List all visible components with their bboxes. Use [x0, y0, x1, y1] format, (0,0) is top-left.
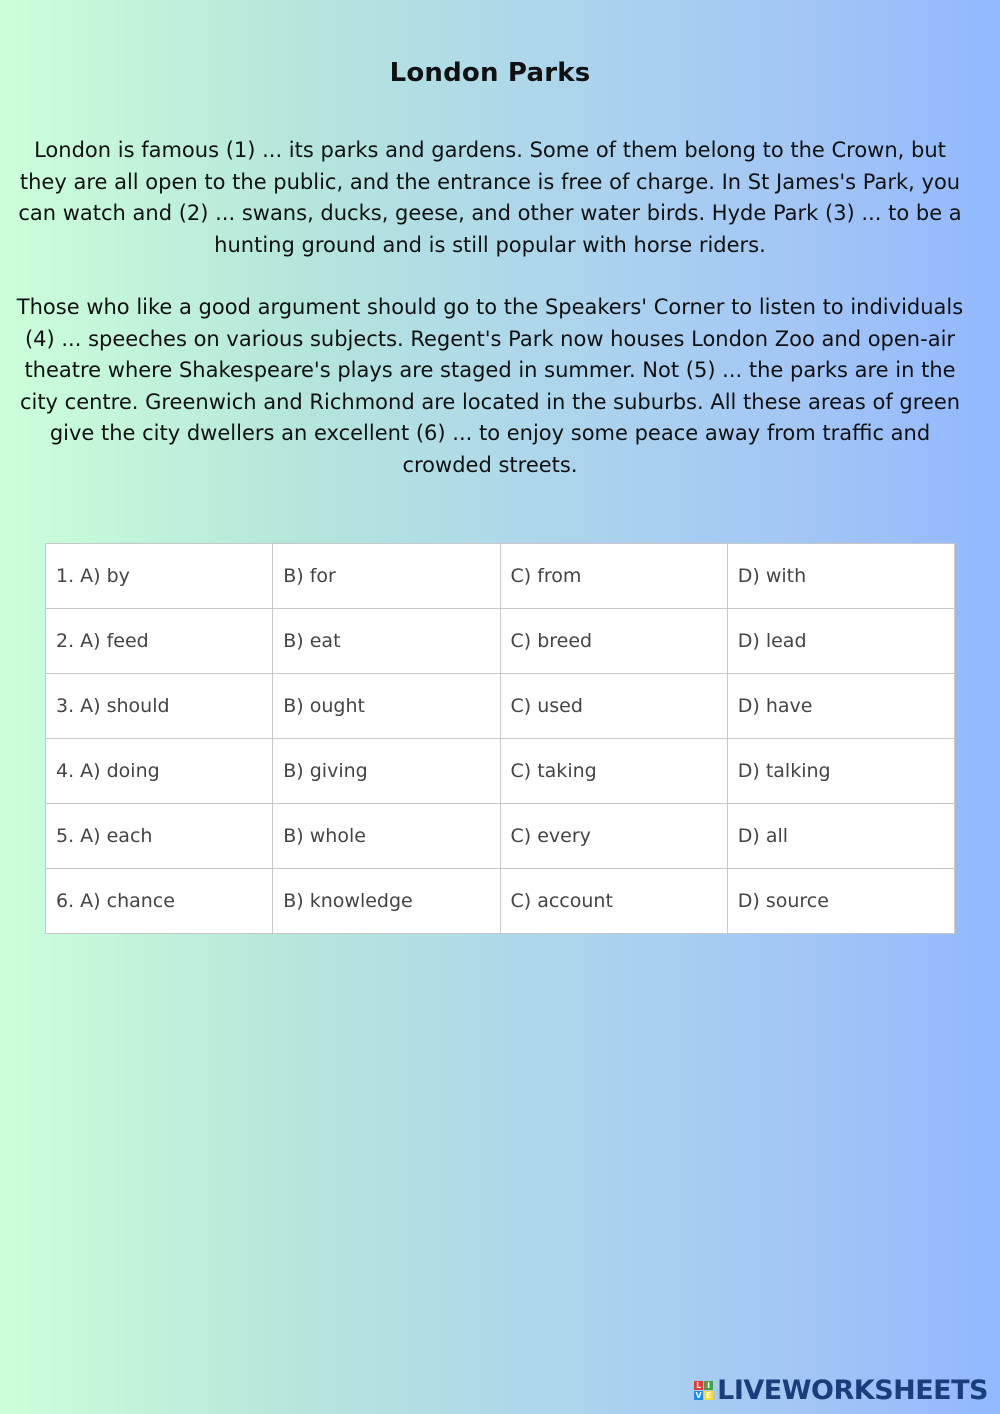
passage-paragraph-1: London is famous (1) ... its parks and gardens. Some of them belong to the Crown, but they are all open to the public, and the entrance is free of charge. In St James's Park, you can watch and (2) ... swans, ducks, geese, and other water birds. Hyde Park (3) ... to be a hunting ground and is still popular with horse riders.	[18, 138, 962, 257]
liveworksheets-brand	[694, 1375, 988, 1406]
option-cell[interactable]: 6. A) chance	[46, 869, 273, 934]
logo-letter-l: L	[696, 1381, 702, 1390]
table-row	[46, 804, 955, 869]
option-cell[interactable]: 5. A) each	[46, 804, 273, 869]
option-cell[interactable]: B) whole	[273, 804, 500, 869]
table-row	[46, 739, 955, 804]
option-cell[interactable]: D) with	[727, 544, 954, 609]
table-row	[46, 544, 955, 609]
table-row	[46, 674, 955, 739]
page-title: London Parks	[389, 58, 591, 88]
option-cell[interactable]: C) breed	[500, 609, 727, 674]
option-cell[interactable]: 2. A) feed	[46, 609, 273, 674]
liveworksheets-logo-icon	[694, 1381, 713, 1400]
table-row	[46, 609, 955, 674]
passage-paragraph-2: Those who like a good argument should go to the Speakers' Corner to listen to individuals (4) ... speeches on various subjects. Regent's Park now houses London Zoo and open-air theatre where Shakespeare's plays are staged in summer. Not (5) ... the parks are in the city centre. Greenwich and Richmond are located in the suburbs. All these areas of green give the city dwellers an excellent (6) ... to enjoy some peace away from traffic and crowded streets.	[16, 295, 964, 477]
logo-letter-e: E	[705, 1391, 712, 1400]
logo-letter-v: V	[695, 1391, 702, 1400]
option-cell[interactable]: C) from	[500, 544, 727, 609]
option-cell[interactable]: B) ought	[273, 674, 500, 739]
option-cell[interactable]: B) knowledge	[273, 869, 500, 934]
logo-letter-i: I	[704, 1381, 713, 1390]
option-cell[interactable]: B) for	[273, 544, 500, 609]
option-cell[interactable]: D) source	[727, 869, 954, 934]
option-cell[interactable]: D) lead	[727, 609, 954, 674]
option-cell[interactable]: C) account	[500, 869, 727, 934]
option-cell[interactable]: B) giving	[273, 739, 500, 804]
option-cell[interactable]: C) every	[500, 804, 727, 869]
option-cell[interactable]: C) used	[500, 674, 727, 739]
option-cell[interactable]: B) eat	[273, 609, 500, 674]
answer-options-table	[45, 543, 955, 934]
option-cell[interactable]: D) all	[727, 804, 954, 869]
option-cell[interactable]: 3. A) should	[46, 674, 273, 739]
option-cell[interactable]: D) talking	[727, 739, 954, 804]
brand-name: LIVEWORKSHEETS	[717, 1375, 988, 1406]
option-cell[interactable]: 1. A) by	[46, 544, 273, 609]
option-cell[interactable]: D) have	[727, 674, 954, 739]
table-row	[46, 869, 955, 934]
option-cell[interactable]: C) taking	[500, 739, 727, 804]
option-cell[interactable]: 4. A) doing	[46, 739, 273, 804]
